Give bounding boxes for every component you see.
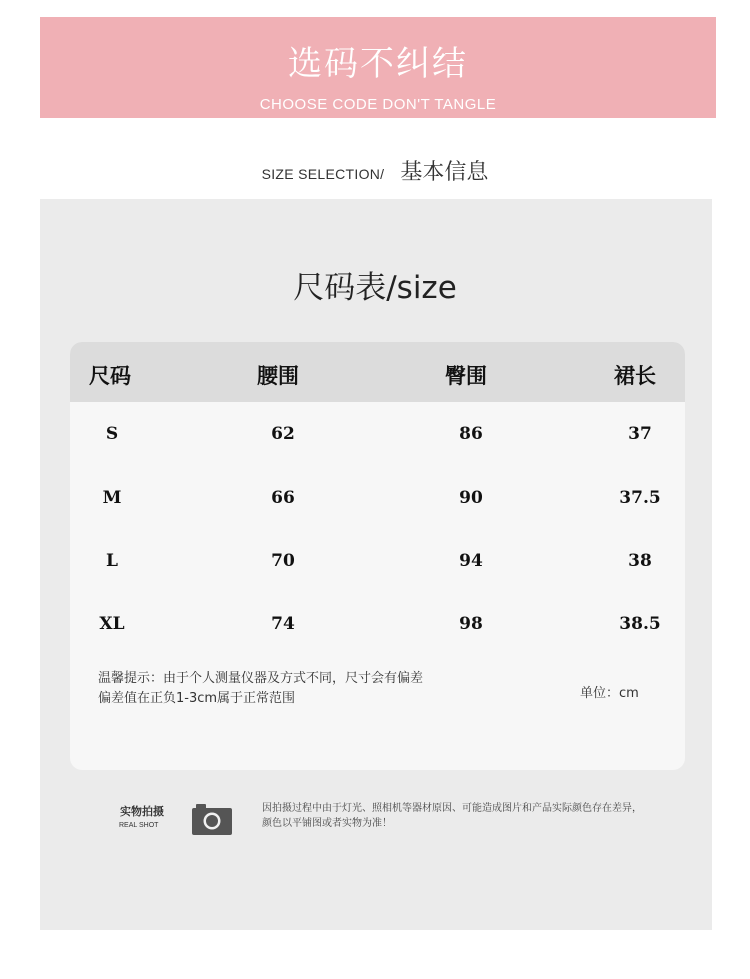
cell-hip: 86 <box>459 424 483 444</box>
table-row <box>70 614 685 644</box>
table-title: 尺码表/size <box>293 270 457 306</box>
cell-hip: 90 <box>459 488 483 508</box>
banner-subtitle: CHOOSE CODE DON'T TANGLE <box>259 96 497 113</box>
banner-title: 选码不纠结 <box>288 44 468 84</box>
table-row <box>70 551 685 581</box>
note-line: 温馨提示：由于个人测量仪器及方式不同，尺寸会有偏差 <box>98 671 424 686</box>
cell-size: L <box>106 551 118 571</box>
cell-waist: 62 <box>271 424 295 444</box>
table-header <box>70 342 685 402</box>
section-label-en: SIZE SELECTION/ <box>261 166 385 182</box>
header-size: 尺码 <box>89 364 131 388</box>
header-length: 裙长 <box>614 364 656 388</box>
cell-length: 38.5 <box>619 614 661 634</box>
cell-hip: 98 <box>459 614 483 634</box>
cell-length: 37.5 <box>619 488 661 508</box>
cell-waist: 70 <box>271 551 295 571</box>
camera-icon <box>192 803 232 835</box>
table-row <box>70 424 685 454</box>
color-disclaimer <box>262 801 642 831</box>
realshot-label: 实物拍摄 <box>120 805 164 818</box>
cell-waist: 74 <box>271 614 295 634</box>
cell-size: S <box>105 424 119 444</box>
section-label-cn: 基本信息 <box>400 160 489 185</box>
cell-size: XL <box>99 614 125 634</box>
realshot-label-en: REAL SHOT <box>119 822 159 829</box>
note-line: 偏差值在正负1-3cm属于正常范围 <box>98 691 296 706</box>
measurement-note <box>98 669 423 709</box>
header-hip: 臀围 <box>445 364 487 388</box>
cell-waist: 66 <box>271 488 295 508</box>
disclaimer-line: 因拍摄过程中由于灯光、照相机等器材原因、可能造成图片和产品实际颜色存在差异， <box>262 803 642 814</box>
size-table <box>70 342 685 770</box>
header-waist: 腰围 <box>257 364 299 388</box>
unit-label: 单位：cm <box>580 686 639 701</box>
cell-length: 38 <box>628 551 652 571</box>
disclaimer-line: 颜色以平铺图或者实物为准！ <box>262 818 392 829</box>
banner <box>40 17 716 118</box>
cell-hip: 94 <box>459 551 483 571</box>
cell-length: 37 <box>628 424 652 444</box>
cell-size: M <box>102 488 122 508</box>
section-label <box>0 155 750 186</box>
table-row <box>70 488 685 518</box>
